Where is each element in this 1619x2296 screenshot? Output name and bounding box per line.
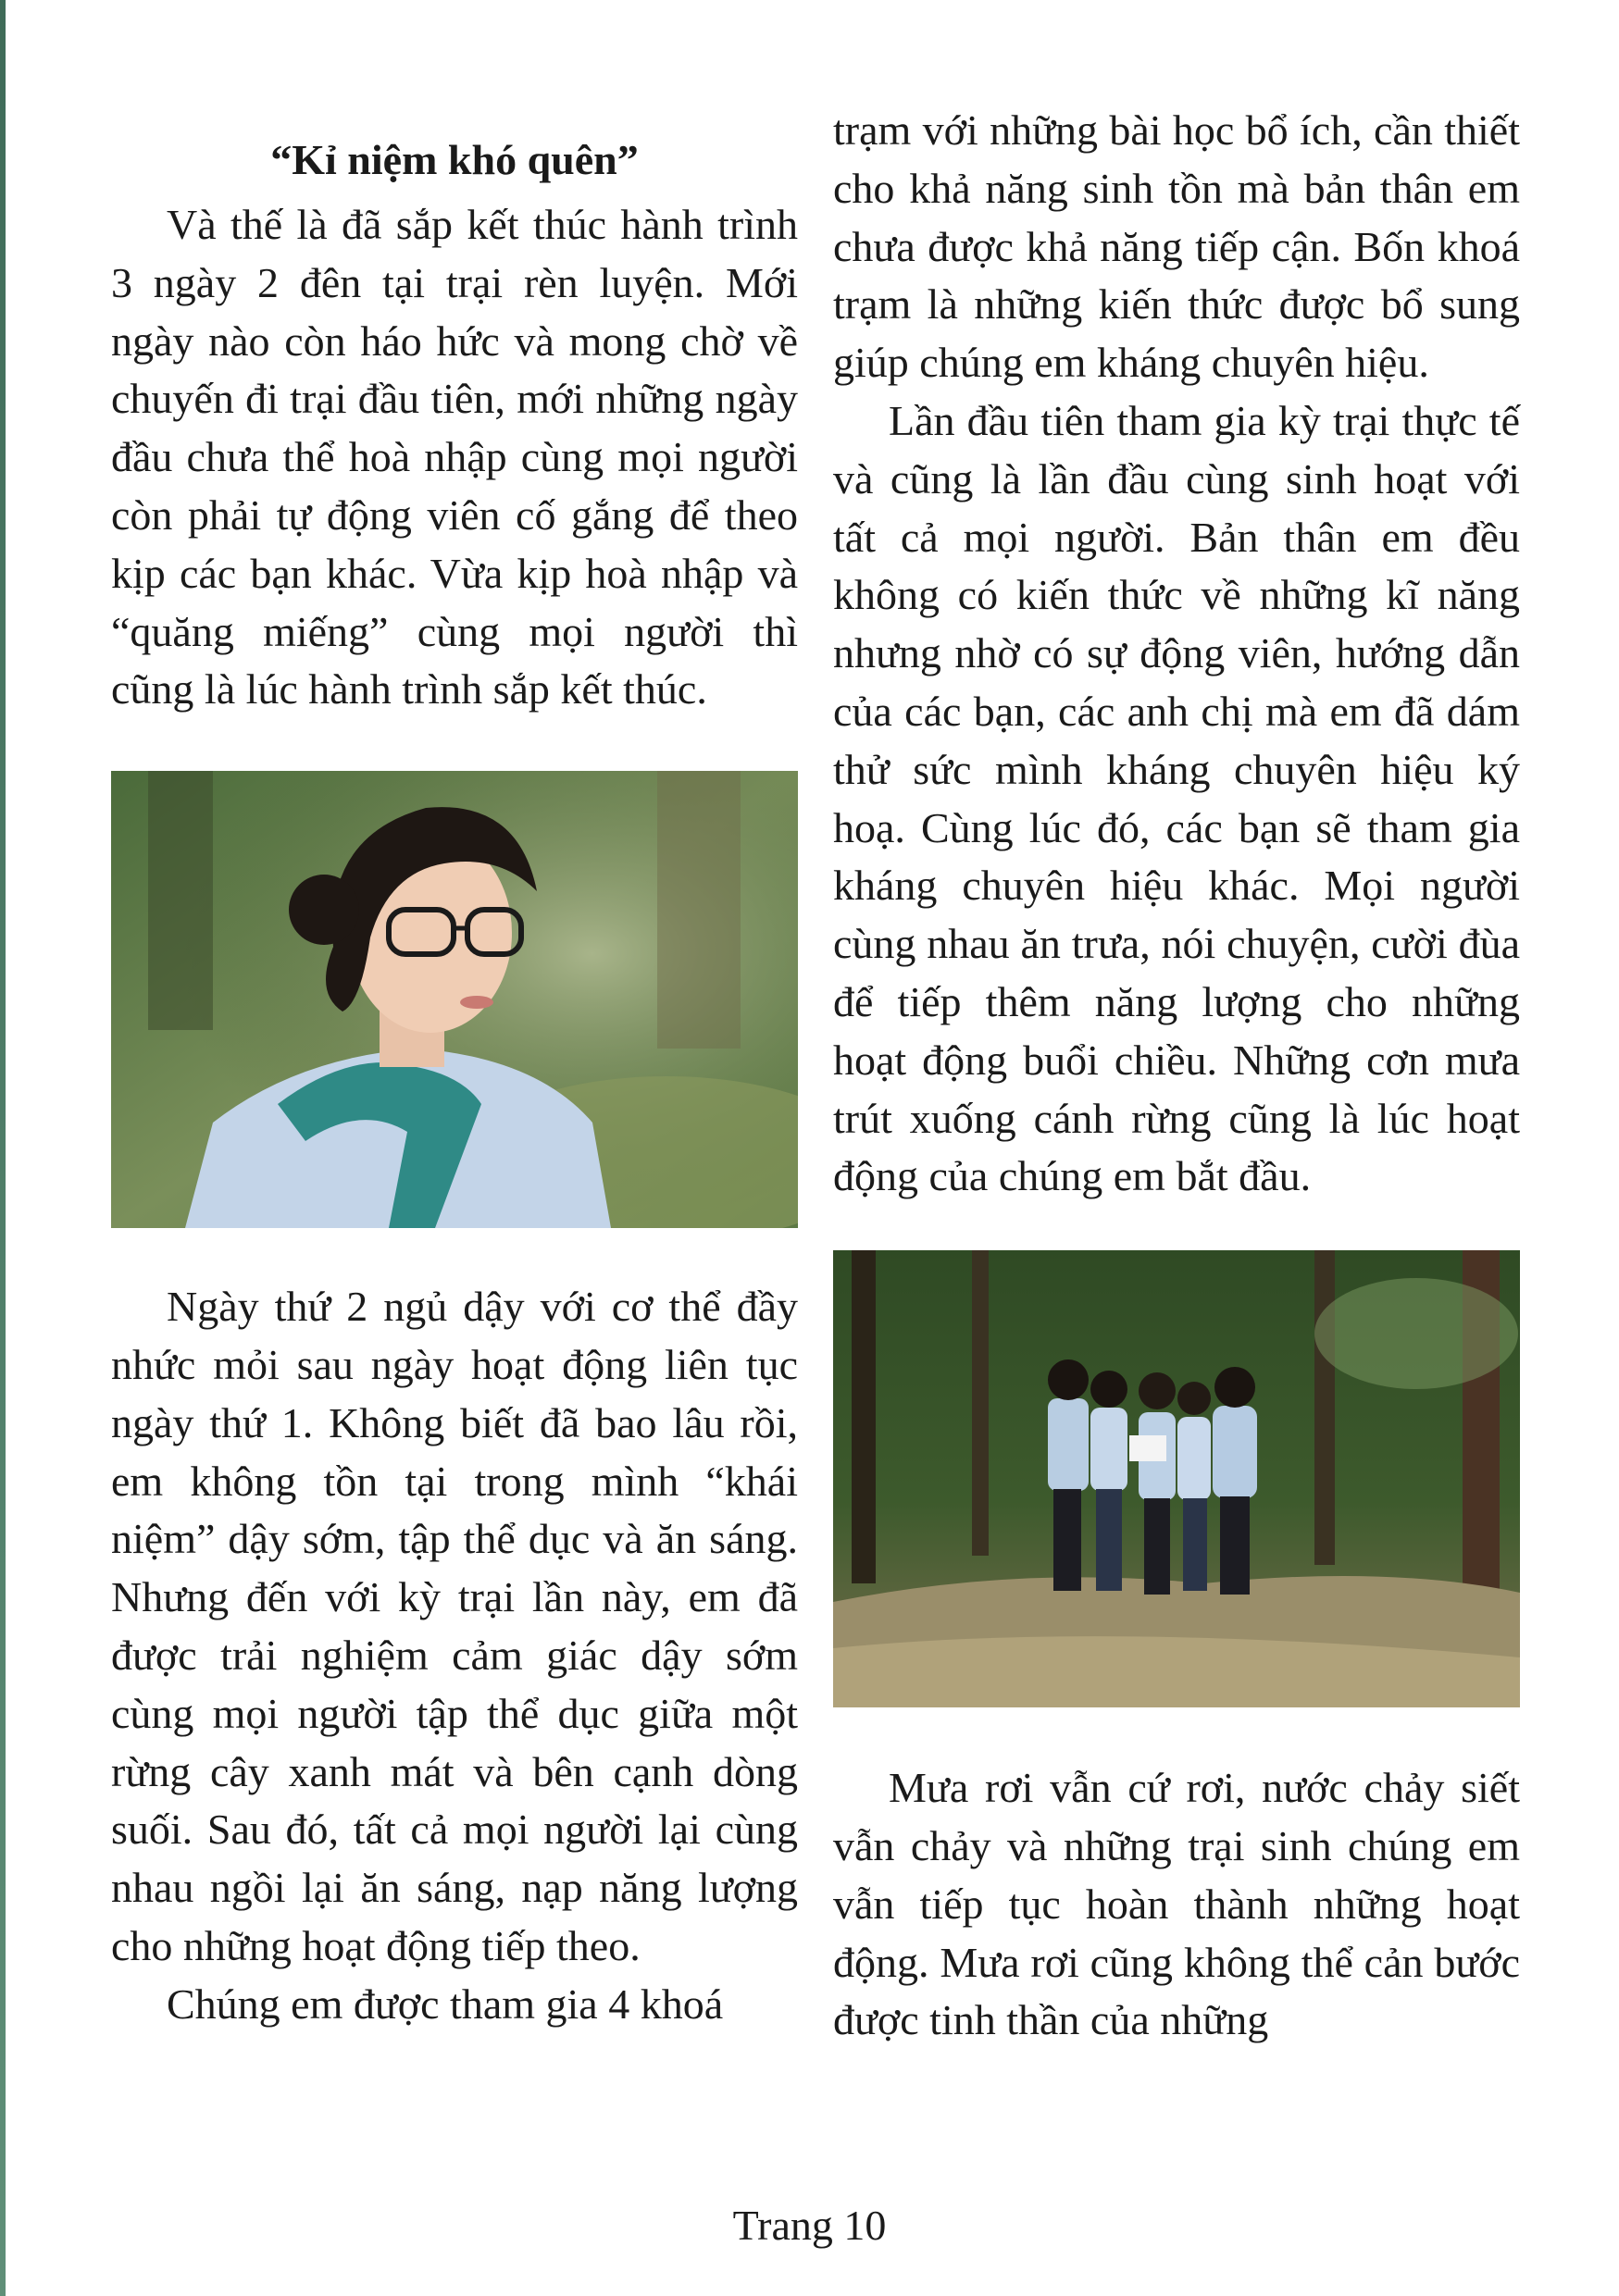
paragraph: Và thế là đã sắp kết thúc hành trình 3 ngày 2 đên tại trại rèn luyện. Mới ngày nào còn háo hức và mong chờ về chuyến đi trại đầu tiên, mới những ngày đầu chưa thể hoà nhập cùng mọi người còn phải tự động viên cố gắng để theo kịp các bạn khác. Vừa kịp hoà nhập và “quăng miếng” cùng mọi người thì cũng là lúc hành trình sắp kết thúc.	[111, 201, 798, 714]
left-column	[111, 93, 798, 2034]
right-column	[833, 102, 1520, 2050]
paragraph: Chúng em được tham gia 4 khoá	[167, 1980, 724, 2028]
paragraph: Mưa rơi vẫn cứ rơi, nước chảy siết vẫn chảy và những trại sinh chúng em vẫn tiếp tục hoàn thành những hoạt động. Mưa rơi cũng không thể cản bước được tinh thần của những	[833, 1764, 1520, 2044]
photo-group-in-forest	[833, 1250, 1520, 1707]
photo-girl-with-glasses	[111, 771, 798, 1228]
page-number: Trang 10	[732, 2202, 887, 2249]
paragraph: trạm với những bài học bổ ích, cần thiết cho khả năng sinh tồn mà bản thân em chưa được khả năng tiếp cận. Bốn khoá trạm là những kiến thức được bổ sung giúp chúng em kháng chuyên hiệu.	[833, 106, 1520, 387]
article-title: “Kỉ niệm khó quên”	[270, 136, 639, 183]
page-edge-stripe	[0, 0, 6, 2296]
paragraph: Ngày thứ 2 ngủ dậy với cơ thể đầy nhức mỏi sau ngày hoạt động liên tục ngày thứ 1. Không biết đã bao lâu rồi, em không tồn tại trong mình “khái niệm” dậy sớm, tập thể dục và ăn sáng. Nhưng đến với kỳ trại lần này, em đã được trải nghiệm cảm giác dậy sớm cùng mọi người tập thể dục giữa một rừng cây xanh mát và bên cạnh dòng suối. Sau đó, tất cả mọi người lại cùng nhau ngồi lại ăn sáng, nạp năng lượng cho những hoạt động tiếp theo.	[111, 1283, 798, 1969]
paragraph: Lần đầu tiên tham gia kỳ trại thực tế và cũng là lần đầu cùng sinh hoạt với tất cả mọi người. Bản thân em đều không có kiến thức về những kĩ năng nhưng nhờ có sự động viên, hướng dẫn của các bạn, các anh chị mà em đã dám thử sức mình kháng chuyên hiệu ký hoạ. Cùng lúc đó, các bạn sẽ tham gia kháng chuyên hiệu khác. Mọi người cùng nhau ăn trưa, nói chuyện, cười đùa để tiếp thêm năng lượng cho những hoạt động buổi chiều. Những cơn mưa trút xuống cánh rừng cũng là lúc hoạt động của chúng em bắt đầu.	[833, 396, 1520, 1200]
